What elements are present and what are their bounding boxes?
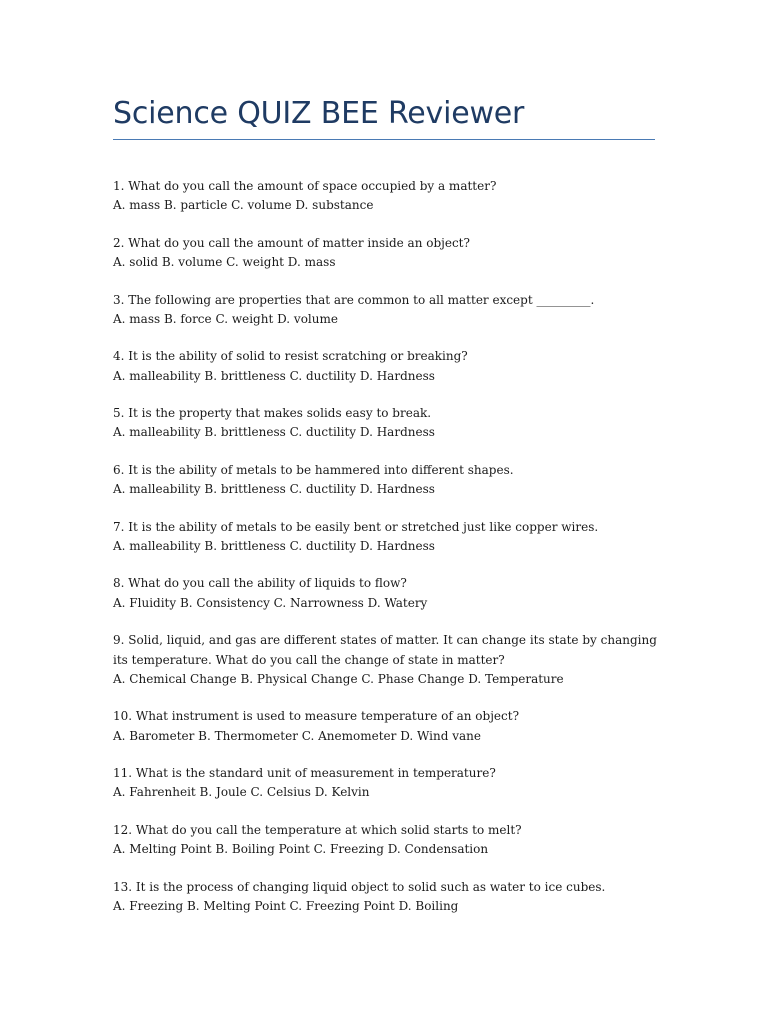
- answer-choices: A. Melting Point B. Boiling Point C. Freezing D. Condensation: [113, 842, 489, 857]
- answer-choices: A. malleability B. brittleness C. ductility D. Hardness: [113, 368, 435, 383]
- question-text: 13. It is the process of changing liquid object to solid such as water to ice cubes.: [113, 879, 606, 894]
- question-item: [113, 878, 658, 917]
- answer-choices: A. Fluidity B. Consistency C. Narrowness D. Watery: [113, 595, 428, 610]
- question-item: [113, 821, 658, 860]
- question-text: 7. It is the ability of metals to be easily bent or stretched just like copper wires.: [113, 519, 599, 534]
- question-item: [113, 404, 658, 443]
- answer-choices: A. malleability B. brittleness C. ductility D. Hardness: [113, 538, 435, 553]
- document-title: Science QUIZ BEE Reviewer: [113, 96, 525, 131]
- answer-choices: A. mass B. force C. weight D. volume: [113, 311, 338, 326]
- question-item: [113, 461, 658, 500]
- question-text: 5. It is the property that makes solids easy to break.: [113, 406, 432, 421]
- question-item: [113, 347, 658, 386]
- question-text: 10. What instrument is used to measure temperature of an object?: [113, 709, 520, 724]
- question-item: [113, 707, 658, 746]
- answer-choices: A. Fahrenheit B. Joule C. Celsius D. Kelvin: [113, 785, 370, 800]
- answer-choices: A. mass B. particle C. volume D. substance: [113, 198, 374, 213]
- question-item: [113, 764, 658, 803]
- question-text: 9. Solid, liquid, and gas are different states of matter. It can change its state by changing its temperature. What do you call the change of state in matter?: [113, 633, 657, 667]
- question-item: [113, 177, 658, 216]
- question-item: [113, 574, 658, 613]
- question-item: [113, 518, 658, 557]
- answer-choices: A. Barometer B. Thermometer C. Anemometer D. Wind vane: [113, 728, 481, 743]
- answer-choices: A. solid B. volume C. weight D. mass: [113, 255, 336, 270]
- question-text: 6. It is the ability of metals to be hammered into different shapes.: [113, 462, 514, 477]
- question-text: 3. The following are properties that are common to all matter except _________.: [113, 292, 595, 307]
- answer-choices: A. malleability B. brittleness C. ductility D. Hardness: [113, 425, 435, 440]
- question-list: [113, 177, 658, 934]
- title-underline-rule: [113, 139, 655, 140]
- answer-choices: A. Chemical Change B. Physical Change C. Phase Change D. Temperature: [113, 671, 564, 686]
- question-text: 11. What is the standard unit of measurement in temperature?: [113, 766, 496, 781]
- question-text: 1. What do you call the amount of space occupied by a matter?: [113, 179, 497, 193]
- question-item: [113, 234, 658, 273]
- answer-choices: A. Freezing B. Melting Point C. Freezing Point D. Boiling: [113, 898, 459, 913]
- question-text: 8. What do you call the ability of liquids to flow?: [113, 576, 407, 591]
- question-text: 12. What do you call the temperature at which solid starts to melt?: [113, 822, 522, 837]
- question-text: 4. It is the ability of solid to resist scratching or breaking?: [113, 349, 468, 364]
- question-item: [113, 631, 658, 689]
- answer-choices: A. malleability B. brittleness C. ductility D. Hardness: [113, 482, 435, 497]
- question-text: 2. What do you call the amount of matter inside an object?: [113, 235, 470, 250]
- question-item: [113, 291, 658, 330]
